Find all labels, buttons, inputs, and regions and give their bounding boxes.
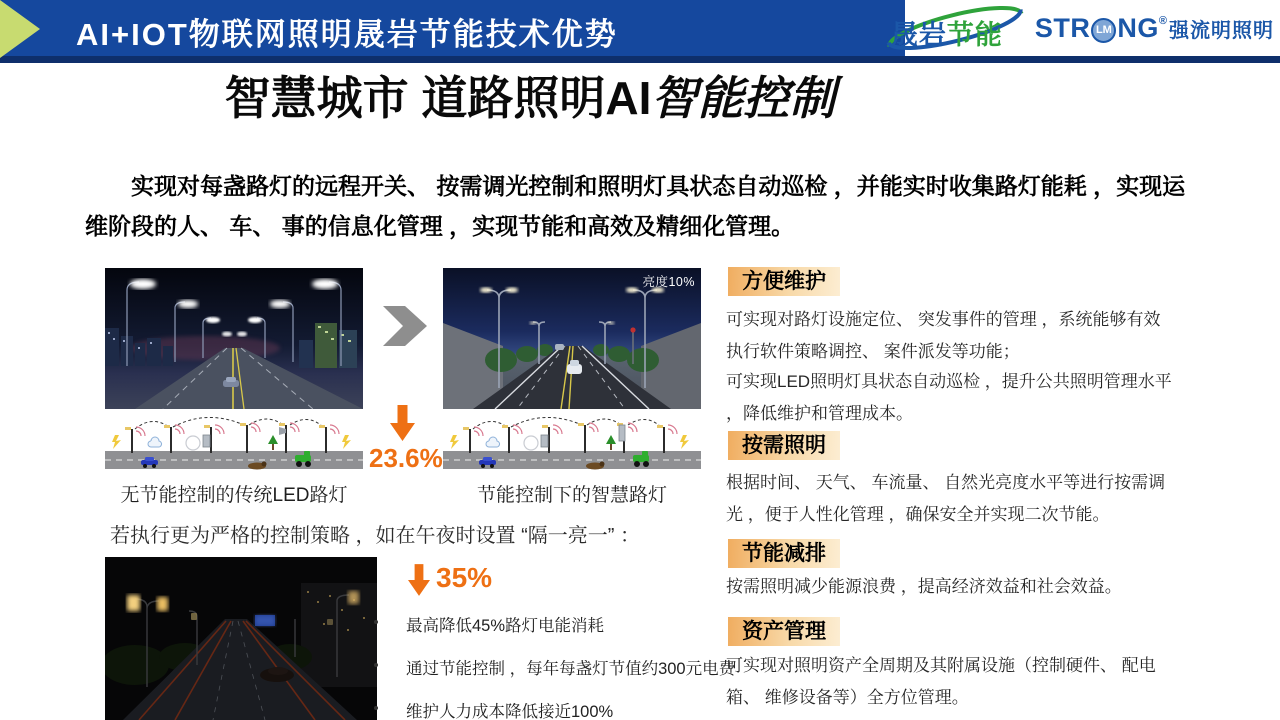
strong-logo xyxy=(1035,13,1274,44)
after-caption: 节能控制下的智慧路灯 xyxy=(476,485,667,506)
benefit-paragraph: 可实现对照明资产全周期及其附属设施（控制硬件、 配电箱、 维修设备等）全方位管理。 xyxy=(726,656,1156,707)
streetlight-network-diagram xyxy=(105,411,363,475)
shengyan-green-text: 节能 xyxy=(946,20,1003,50)
night-road-traditional-image xyxy=(105,268,363,409)
list-item xyxy=(374,698,694,720)
bullet-text: 通过节能控制 ，每年每盏灯节值约300元电费 xyxy=(406,660,736,678)
bullet-list xyxy=(374,612,736,720)
benefit-badge-energy-saving: 节能减排 xyxy=(728,539,840,568)
shengyan-logo-text xyxy=(891,13,1003,52)
midnight-drop-percent: 35% xyxy=(436,562,493,593)
shengyan-blue-text: 晟岩 xyxy=(890,20,947,50)
brightness-label: 亮度10% xyxy=(642,275,695,289)
midnight-intro: 若执行更为严格的控制策略 ，如在午夜时设置 “隔一亮一” ： xyxy=(110,525,640,547)
shengyan-logo xyxy=(881,0,1029,56)
green-triangle-icon xyxy=(0,0,46,60)
benefit-paragraph: 可实现对路灯设施定位、 突发事件的管理 ，系统能够有效执行软件策略调控、 案件派发等功能； xyxy=(726,310,1161,361)
bullet-text: 最高降低45%路灯电能消耗 xyxy=(406,617,605,635)
registered-mark: ® xyxy=(1158,14,1167,27)
benefit-paragraph: 按需照明减少能源浪费 ，提高经济效益和社会效益。 xyxy=(726,577,1122,596)
benefit-paragraph: 可实现LED照明灯具状态自动巡检 ，提升公共照明管理水平 ，降低维护和管理成本。 xyxy=(726,372,1177,423)
midnight-road-image xyxy=(105,557,377,720)
down-arrow-icon xyxy=(408,562,430,598)
bullet-dot xyxy=(374,663,378,667)
before-caption: 无节能控制的传统LED路灯 xyxy=(120,485,348,506)
list-item xyxy=(374,612,694,636)
lm-circle-badge: LM xyxy=(1091,18,1116,43)
benefit-badge-asset-management: 资产管理 xyxy=(728,617,840,646)
bullet-text: 维护人力成本降低接近100% xyxy=(406,703,614,720)
logo-panel xyxy=(890,0,1280,56)
page-title-normal: 智慧城市 道路照明AI xyxy=(224,72,652,124)
strong-pre-text: STR xyxy=(1034,12,1091,43)
strong-post-text: NG xyxy=(1117,12,1159,43)
benefit-badge-maintenance: 方便维护 xyxy=(728,267,840,296)
intro-paragraph: 实现对每盏路灯的远程开关、 按需调光控制和照明灯具状态自动巡检 ，并能实时收集路灯能耗 ，实现运维阶段的人、 车、 事的信息化管理 ，实现节能和高效及精细化管理。 xyxy=(85,173,1186,239)
page-title-emphasis: 智能控制 xyxy=(651,72,836,124)
down-arrow-icon xyxy=(390,403,415,443)
page-title xyxy=(80,62,980,128)
benefit-paragraph: 根据时间、 天气、 车流量、 自然光亮度水平等进行按需调光 ，便于人性化管理 ，确保安全并实现二次节能。 xyxy=(726,473,1166,524)
list-item xyxy=(374,655,736,679)
bullet-dot xyxy=(374,620,378,624)
energy-drop-percent: 23.6% xyxy=(369,443,443,473)
strong-cn-text: 强流明照明 xyxy=(1169,19,1274,42)
chevron-right-icon xyxy=(383,306,427,346)
bullet-dot xyxy=(374,706,378,710)
streetlight-network-diagram xyxy=(443,411,701,475)
benefit-badge-on-demand: 按需照明 xyxy=(728,431,840,460)
header-title: AI+IOT物联网照明晟岩节能技术优势 xyxy=(76,17,618,52)
